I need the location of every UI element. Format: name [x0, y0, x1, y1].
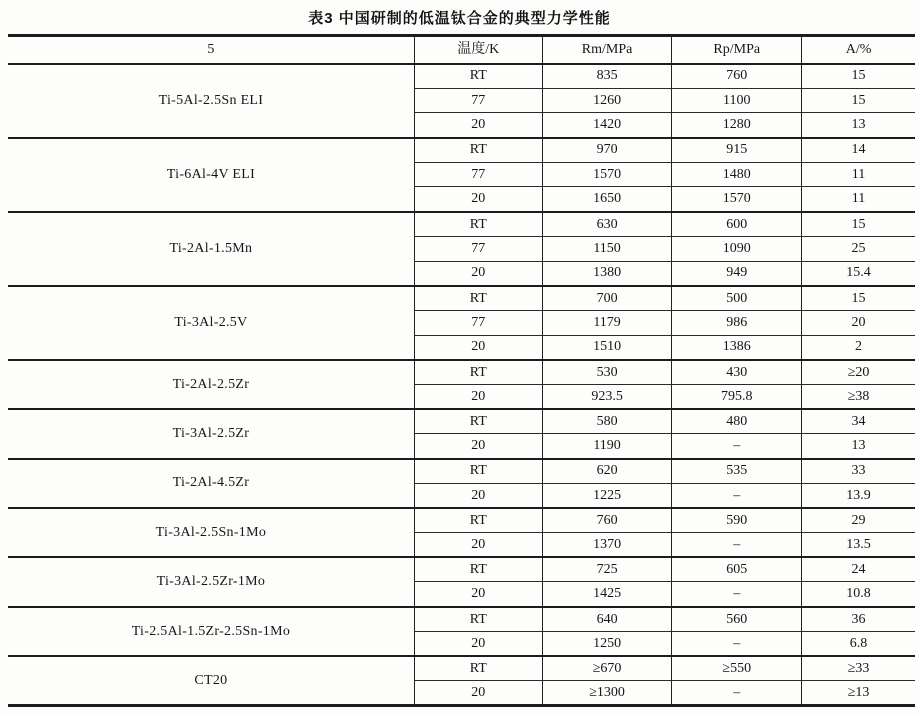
rp-value-cell: 1480	[672, 162, 802, 187]
table-row	[8, 138, 915, 163]
temperature-cell: RT	[414, 656, 542, 681]
temperature-cell: 20	[414, 187, 542, 212]
table-header	[8, 36, 915, 64]
rm-value-cell: 620	[542, 459, 672, 484]
rp-column-header: Rp/MPa	[672, 36, 802, 64]
alloy-name: Ti-3Al-2.5Zr	[172, 426, 250, 442]
rp-value-cell: 500	[672, 286, 802, 311]
temperature-cell: 20	[414, 113, 542, 138]
a-value-cell: 29	[802, 508, 915, 533]
rp-value-cell: 1280	[672, 113, 802, 138]
temperature-cell: RT	[414, 508, 542, 533]
rm-value-cell: 970	[542, 138, 672, 163]
a-value-cell: 13	[802, 434, 915, 459]
rp-value-cell: 600	[672, 212, 802, 237]
rm-column-header: Rm/MPa	[542, 36, 672, 64]
alloy-name: Ti-6Al-4V ELI	[166, 166, 256, 182]
table-body	[8, 64, 915, 706]
rm-value-cell: 835	[542, 64, 672, 89]
a-value-cell: 24	[802, 557, 915, 582]
temperature-cell: RT	[414, 64, 542, 89]
temperature-cell: RT	[414, 138, 542, 163]
rp-value-cell: –	[672, 631, 802, 656]
temperature-cell: 20	[414, 384, 542, 409]
table-row	[8, 508, 915, 533]
temperature-cell: 20	[414, 434, 542, 459]
rp-value-cell: –	[672, 681, 802, 706]
alloy-column-header: 5	[207, 42, 215, 58]
a-value-cell: 36	[802, 607, 915, 632]
rm-value-cell: 1250	[542, 631, 672, 656]
temperature-cell: 77	[414, 162, 542, 187]
table-row	[8, 409, 915, 434]
a-value-cell: 15	[802, 64, 915, 89]
a-value-cell: 13	[802, 113, 915, 138]
temperature-column-header: 温度/K	[414, 36, 542, 64]
a-value-cell: ≥20	[802, 360, 915, 385]
rp-value-cell: –	[672, 483, 802, 508]
alloy-name: Ti-3Al-2.5Sn-1Mo	[155, 524, 267, 540]
a-value-cell: 34	[802, 409, 915, 434]
rm-value-cell: 1570	[542, 162, 672, 187]
a-value-cell: 20	[802, 310, 915, 335]
rp-value-cell: 430	[672, 360, 802, 385]
rm-value-cell: 760	[542, 508, 672, 533]
temperature-cell: 20	[414, 631, 542, 656]
rm-value-cell: 640	[542, 607, 672, 632]
a-value-cell: 6.8	[802, 631, 915, 656]
a-value-cell: 11	[802, 187, 915, 212]
rm-value-cell: 580	[542, 409, 672, 434]
rp-value-cell: 986	[672, 310, 802, 335]
rp-value-cell: 1090	[672, 236, 802, 261]
temperature-cell: 20	[414, 533, 542, 558]
a-value-cell: 25	[802, 236, 915, 261]
rm-value-cell: ≥670	[542, 656, 672, 681]
alloy-properties-table	[8, 34, 915, 707]
temperature-cell: RT	[414, 286, 542, 311]
rm-value-cell: 1650	[542, 187, 672, 212]
temperature-cell: RT	[414, 212, 542, 237]
a-value-cell: 10.8	[802, 582, 915, 607]
alloy-name: CT20	[194, 672, 228, 688]
a-value-cell: ≥13	[802, 681, 915, 706]
rm-value-cell: 1225	[542, 483, 672, 508]
a-value-cell: 13.9	[802, 483, 915, 508]
rp-value-cell: 590	[672, 508, 802, 533]
rp-value-cell: 1570	[672, 187, 802, 212]
alloy-name: Ti-2Al-2.5Zr	[172, 376, 250, 392]
table-title: 表3 中国研制的低温钛合金的典型力学性能	[308, 10, 611, 27]
rp-value-cell: 560	[672, 607, 802, 632]
rp-value-cell: 915	[672, 138, 802, 163]
rm-value-cell: 1150	[542, 236, 672, 261]
rp-value-cell: 480	[672, 409, 802, 434]
temperature-cell: 20	[414, 681, 542, 706]
a-value-cell: 33	[802, 459, 915, 484]
table-row	[8, 212, 915, 237]
temperature-cell: 20	[414, 483, 542, 508]
rm-value-cell: 923.5	[542, 384, 672, 409]
rp-value-cell: 535	[672, 459, 802, 484]
alloy-name: Ti-3Al-2.5Zr-1Mo	[156, 574, 266, 590]
a-column-header: A/%	[802, 36, 915, 64]
table-row	[8, 459, 915, 484]
table-row	[8, 286, 915, 311]
a-value-cell: 15	[802, 88, 915, 113]
alloy-name: Ti-5Al-2.5Sn ELI	[158, 92, 264, 108]
alloy-name: Ti-3Al-2.5V	[174, 315, 248, 331]
alloy-name: Ti-2.5Al-1.5Zr-2.5Sn-1Mo	[131, 623, 291, 639]
table-row	[8, 64, 915, 89]
rp-value-cell: 1100	[672, 88, 802, 113]
temperature-cell: RT	[414, 360, 542, 385]
rp-value-cell: –	[672, 434, 802, 459]
table-row	[8, 656, 915, 681]
a-value-cell: ≥38	[802, 384, 915, 409]
a-value-cell: 15.4	[802, 261, 915, 286]
rm-value-cell: 1380	[542, 261, 672, 286]
rp-value-cell: 795.8	[672, 384, 802, 409]
rp-value-cell: –	[672, 582, 802, 607]
rm-value-cell: 530	[542, 360, 672, 385]
alloy-name: Ti-2Al-1.5Mn	[169, 240, 253, 256]
rp-value-cell: 949	[672, 261, 802, 286]
table-row	[8, 557, 915, 582]
temperature-cell: 77	[414, 236, 542, 261]
rp-value-cell: 760	[672, 64, 802, 89]
rm-value-cell: 1510	[542, 335, 672, 360]
temperature-cell: 20	[414, 335, 542, 360]
rm-value-cell: 1420	[542, 113, 672, 138]
rm-value-cell: 1190	[542, 434, 672, 459]
temperature-cell: 77	[414, 310, 542, 335]
rm-value-cell: 1370	[542, 533, 672, 558]
temperature-cell: RT	[414, 557, 542, 582]
temperature-cell: 20	[414, 261, 542, 286]
rm-value-cell: 725	[542, 557, 672, 582]
rp-value-cell: ≥550	[672, 656, 802, 681]
rm-value-cell: 630	[542, 212, 672, 237]
temperature-cell: 77	[414, 88, 542, 113]
temperature-cell: RT	[414, 409, 542, 434]
a-value-cell: 13.5	[802, 533, 915, 558]
rm-value-cell: 1260	[542, 88, 672, 113]
table-row	[8, 607, 915, 632]
rp-value-cell: 605	[672, 557, 802, 582]
rp-value-cell: 1386	[672, 335, 802, 360]
rm-value-cell: ≥1300	[542, 681, 672, 706]
temperature-cell: RT	[414, 459, 542, 484]
rm-value-cell: 1179	[542, 310, 672, 335]
a-value-cell: 11	[802, 162, 915, 187]
temperature-cell: 20	[414, 582, 542, 607]
a-value-cell: 15	[802, 212, 915, 237]
alloy-name: Ti-2Al-4.5Zr	[172, 475, 250, 491]
a-value-cell: 14	[802, 138, 915, 163]
rp-value-cell: –	[672, 533, 802, 558]
a-value-cell: 2	[802, 335, 915, 360]
a-value-cell: 15	[802, 286, 915, 311]
temperature-cell: RT	[414, 607, 542, 632]
header-row	[8, 36, 915, 64]
a-value-cell: ≥33	[802, 656, 915, 681]
table-row	[8, 360, 915, 385]
rm-value-cell: 1425	[542, 582, 672, 607]
rm-value-cell: 700	[542, 286, 672, 311]
